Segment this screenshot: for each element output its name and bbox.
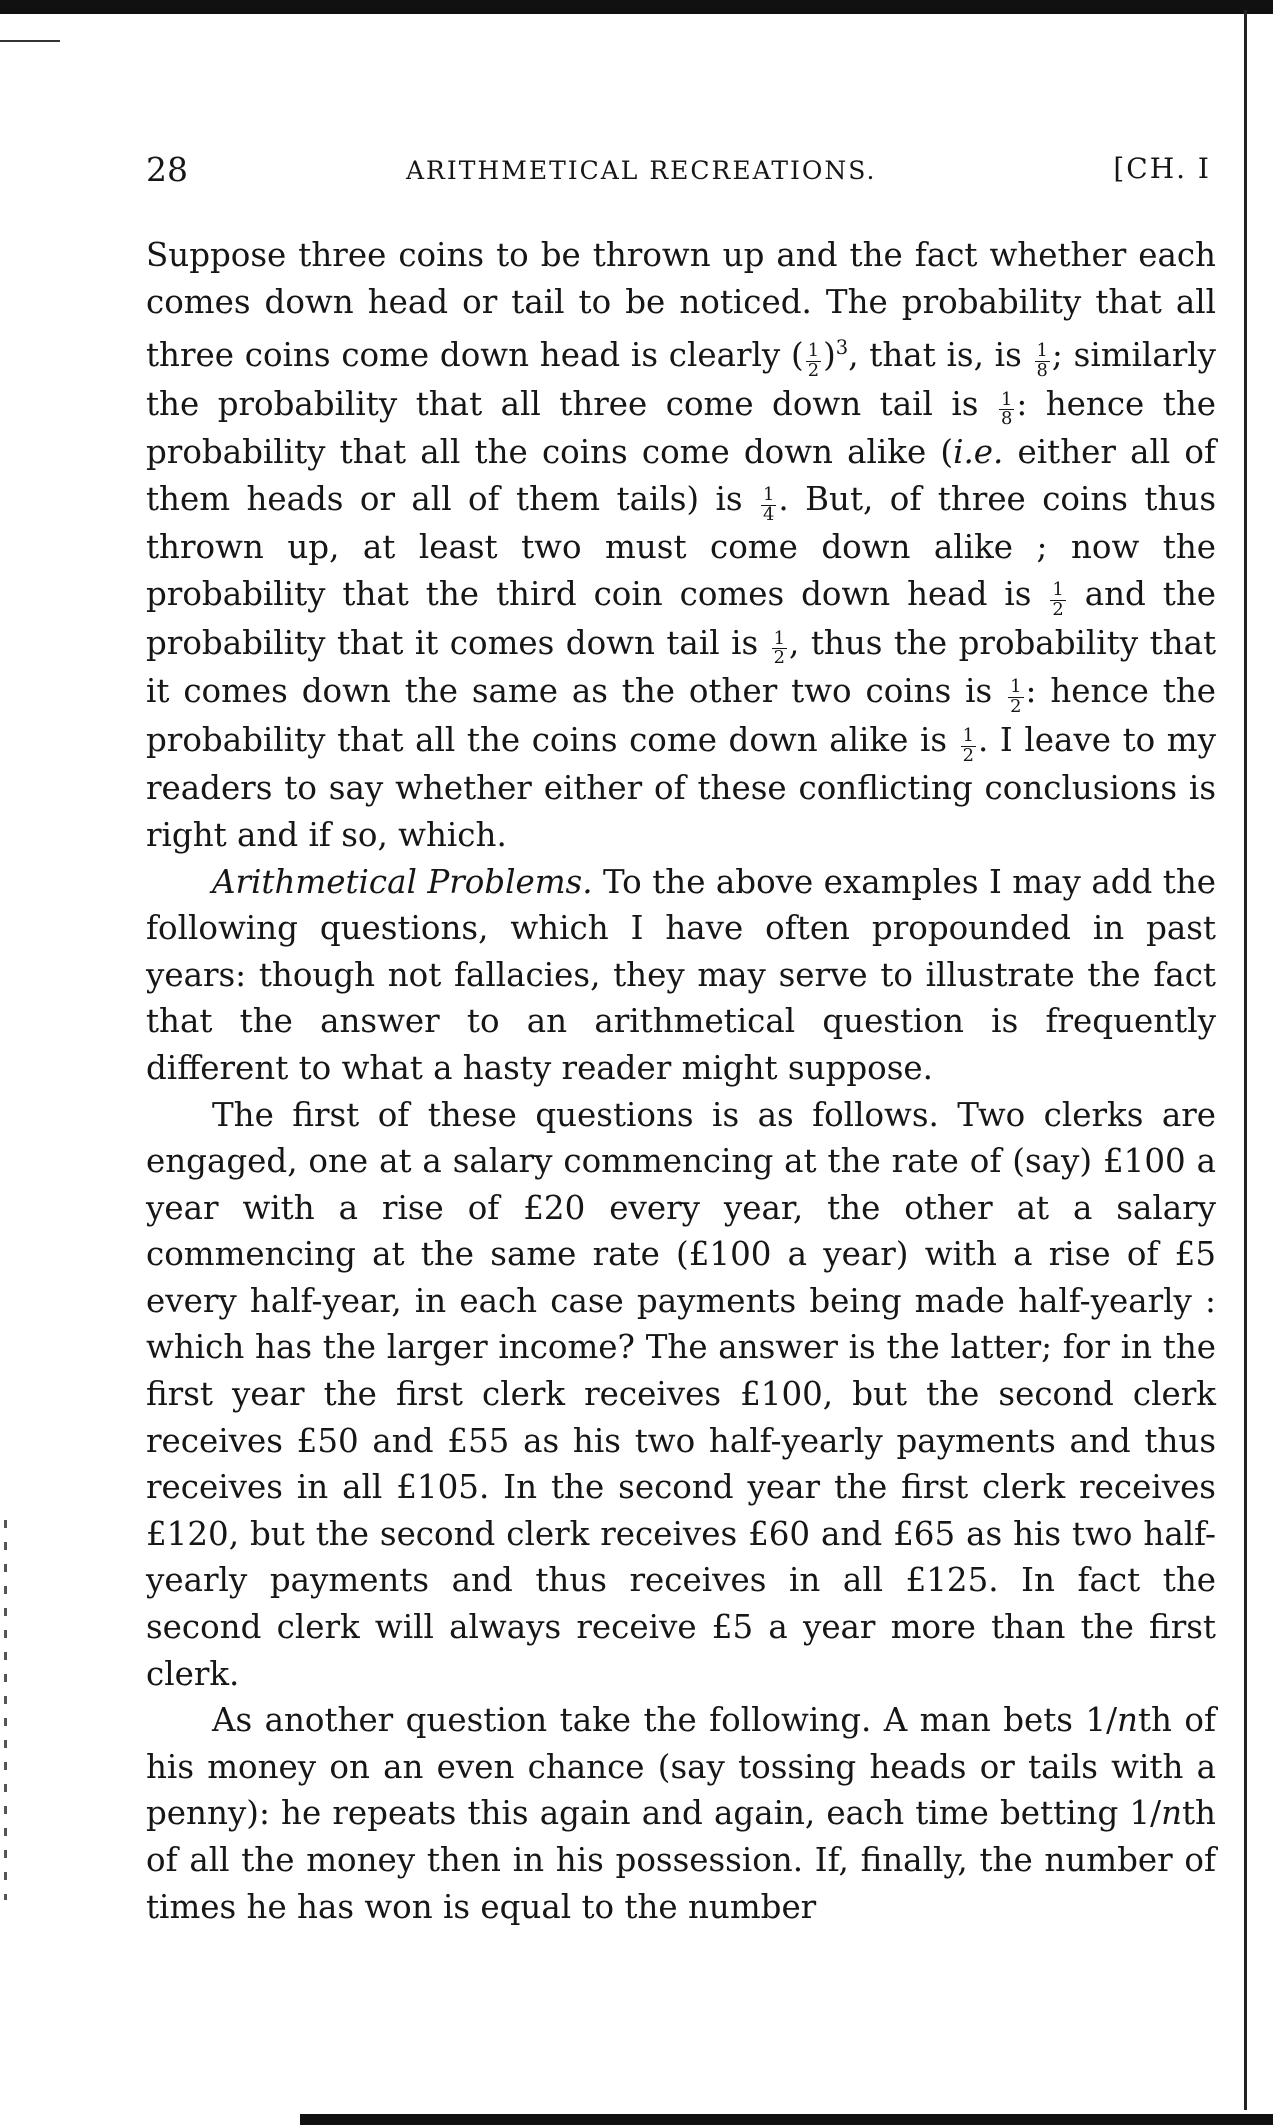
fraction-quarter xyxy=(761,483,776,525)
text-run: Suppose three coins to be thrown up and the fact whether each comes down head or tail to be noticed. The probability that all three coins come down head is clearly ( xyxy=(146,236,1216,375)
running-title: ARITHMETICAL RECREATIONS. xyxy=(406,156,877,185)
fraction-denominator: 2 xyxy=(807,359,820,381)
fraction-numerator: 1 xyxy=(763,483,775,505)
fraction-denominator: 4 xyxy=(763,503,775,525)
text-run: th of his money on an even chance (say tossing heads or tails with a penny): he repeats this again and again, each time betting 1/ xyxy=(146,1701,1216,1833)
text-run: The first of these questions is as follows. Two clerks are engaged, one at a salary commencing at the rate of (say) £100 a year with a rise of £20 every year, the other at a salary commencing at the same rate (£100 a year) with a rise of £5 every half-year, in each case payments being made half-yearly : which has the larger income? The answer is the latter; for in the first year the first clerk receives £100, but the second clerk receives £50 and £55 as his two half-yearly payments and thus receives in all £105. In the second year the first clerk receives £120, but the second clerk receives £60 and £65 as his two half-yearly payments and thus receives in all £125. In fact the second clerk will always receive £5 a year more than the first clerk. xyxy=(146,1095,1216,1693)
fraction-numerator: 1 xyxy=(1010,676,1022,698)
paragraph-clerks xyxy=(146,1092,1216,1698)
text-run: : hence the probability that all the coins come down alike is xyxy=(146,672,1216,759)
text-run: : hence the probability that all the coins come down alike ( xyxy=(146,384,1216,472)
fraction-numerator: 1 xyxy=(1036,340,1048,362)
text-run: . I leave to my readers to say whether either of these conflicting conclusions is right and if so, which. xyxy=(146,720,1216,854)
fraction-numerator: 1 xyxy=(962,724,974,746)
fraction-denominator: 2 xyxy=(1010,696,1022,717)
top-border xyxy=(0,0,1273,14)
fraction-half xyxy=(961,724,976,766)
section-heading: Arithmetical Problems. xyxy=(212,862,593,901)
scan-left-marks xyxy=(4,1520,7,1900)
text-run: To the above examples I may add the following questions, which I have often propounded in past years: though not fallacies, they may serve to illustrate the fact that the answer to an arithmetical question is frequently different to what a hasty reader might suppose. xyxy=(146,862,1216,1087)
text-run: ; similarly the probability that all three come down tail is xyxy=(146,336,1216,423)
italic-abbreviation: i.e. xyxy=(953,433,1004,472)
fraction-denominator: 2 xyxy=(773,647,786,669)
variable-n: n xyxy=(1117,1701,1138,1740)
fraction-numerator: 1 xyxy=(807,340,820,362)
page-number: 28 xyxy=(146,150,188,189)
fraction-half xyxy=(1050,581,1065,620)
text-run: either all of them heads or all of them tails) is xyxy=(146,433,1216,518)
scan-mark xyxy=(0,40,60,42)
text-run: th of all the money then in his possession. If, finally, the number of times he has won is equal to the number xyxy=(146,1794,1216,1926)
variable-n: n xyxy=(1161,1794,1182,1833)
fraction-numerator: 1 xyxy=(1052,579,1064,601)
text-run: . But, of three coins thus thrown up, at least two must come down alike ; now the probability that the third coin comes down head is xyxy=(146,479,1217,613)
fraction-denominator: 8 xyxy=(1000,408,1013,430)
fraction-eighth xyxy=(999,388,1014,430)
fraction-eighth xyxy=(1035,342,1050,381)
exponent: 3 xyxy=(835,336,849,360)
fraction-half xyxy=(772,627,787,669)
fraction-half xyxy=(1008,678,1023,717)
fraction-numerator: 1 xyxy=(773,627,786,649)
fraction-denominator: 2 xyxy=(1052,598,1064,620)
paragraph-arithmetical-problems xyxy=(146,859,1216,1092)
fraction-numerator: 1 xyxy=(1000,388,1013,410)
fraction-denominator: 2 xyxy=(962,744,974,766)
chapter-label: [CH. I xyxy=(1113,152,1211,185)
text-run: and the probability that it comes down tail is xyxy=(146,574,1216,662)
page-right-edge xyxy=(1244,10,1247,2110)
text-run: As another question take the following. A man bets 1/ xyxy=(212,1701,1118,1740)
body-text xyxy=(146,232,1216,1930)
fraction-half xyxy=(806,342,821,381)
fraction-denominator: 8 xyxy=(1036,359,1048,381)
paragraph-bets xyxy=(146,1697,1216,1930)
text-run: , that is, is xyxy=(848,336,1033,375)
bottom-border xyxy=(300,2114,1273,2125)
paragraph-coins: Suppose three coins to be thrown up and the fact whether each comes down head or tail to be noticed. The probability that all three coins come down head is clearly ( $\frac{1}{2}$ )$^3$, that is, is $\frac{1}{8}$ ; similarly the probability that all three come down tail is $\frac{1}{8}$ : hence the probability that all the coins come down alike (i.e. either all of them heads or all of them tails) is $\frac{1}{4}$ . But, of three coins thus thrown up, at least two must come down alike ; now the probability that the third coin comes down head is $\frac{1}{2}$ and the probability that it comes down tail is $\frac{1}{2}$ , thus the probability that it comes down the same as the other two coins is $\frac{1}{2}$ : hence the probability that all the coins come down alike is $\frac{1}{2}$ . I leave to my readers to say whether either of these conflicting conclusions is right and if so, which. xyxy=(146,236,1217,854)
page-header xyxy=(146,150,1211,194)
text-run: , thus the probability that it comes down the same as the other two coins is xyxy=(146,623,1216,711)
